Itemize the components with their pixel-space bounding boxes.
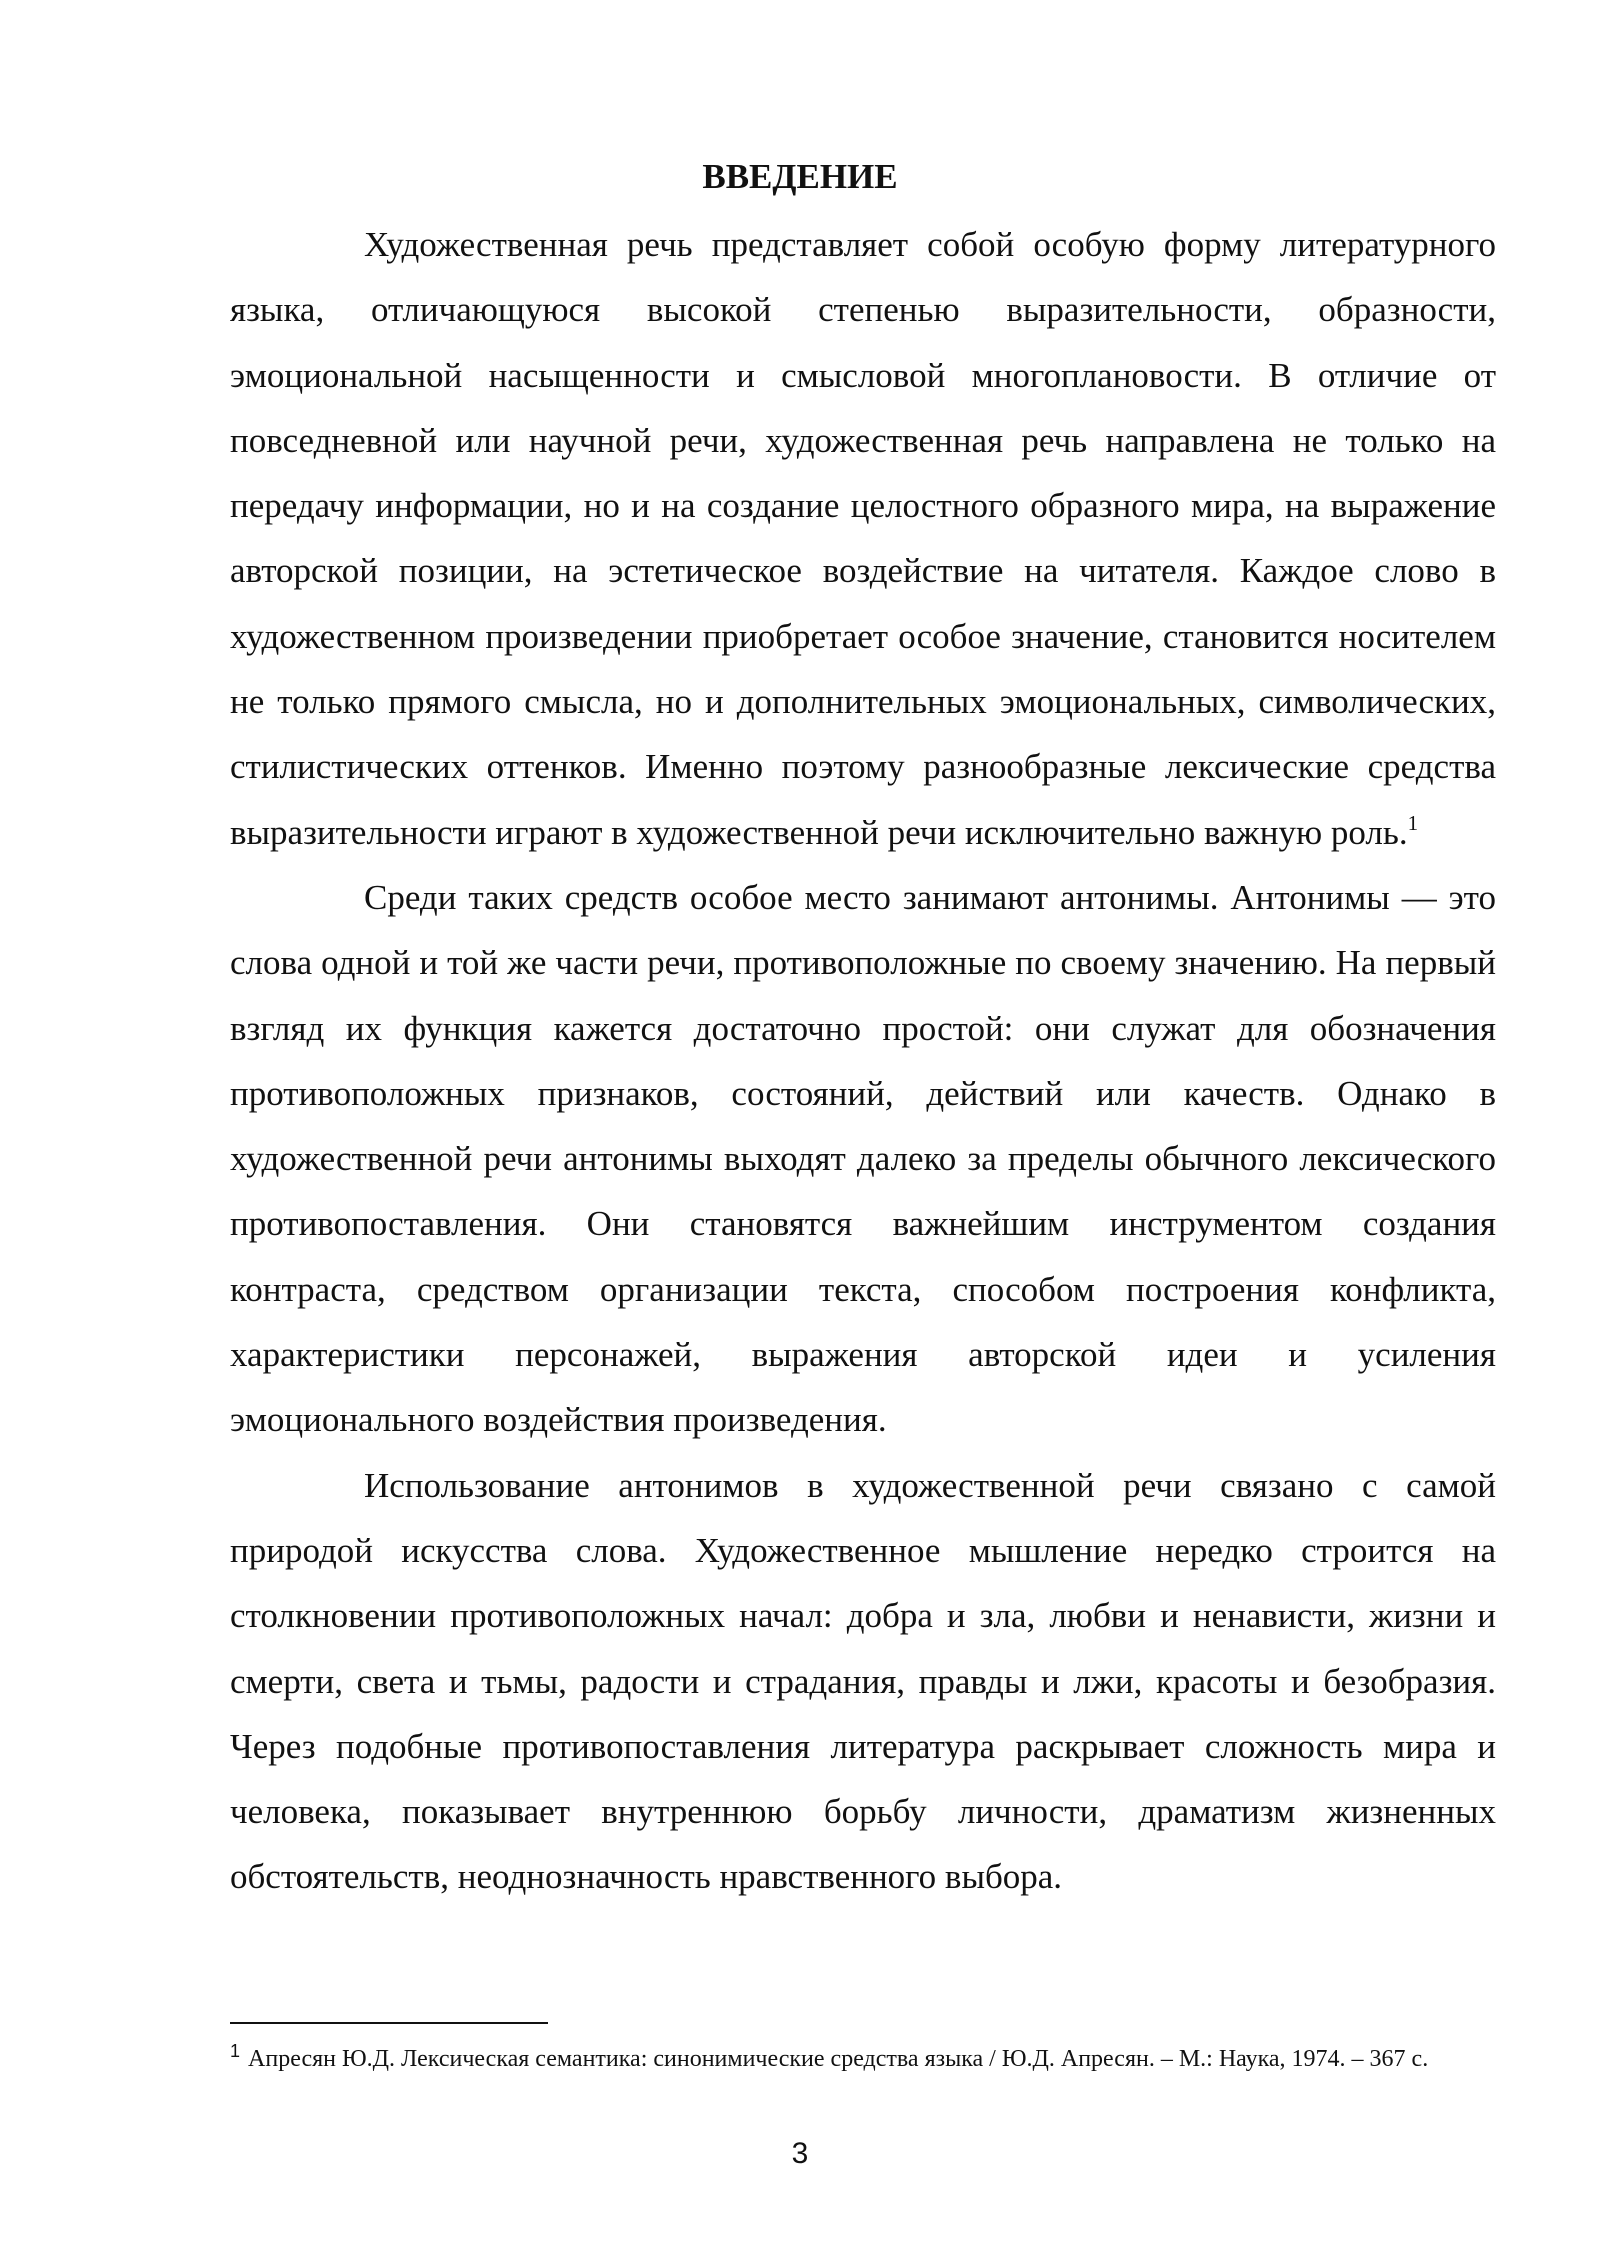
footnote-text: Апресян Ю.Д. Лексическая семантика: синонимические средства языка / Ю.Д. Апресян. – М.: Наука, 1974. – 367 с. <box>248 2046 1429 2072</box>
footnote <box>230 2036 1496 2082</box>
section-heading: ВВЕДЕНИЕ <box>702 157 898 196</box>
paragraph-2: Среди таких средств особое место занимают антонимы. Антонимы — это слова одной и той же части речи, противоположные по своему значению. На первый взгляд их функция кажется достаточно простой: они служат для обозначения противоположных признаков, состояний, действий или качеств. Однако в художественной речи антонимы выходят далеко за пределы обычного лексического противопоставления. Они становятся важнейшим инструментом создания контраста, средством организации текста, способом построения конфликта, характеристики персонажей, выражения авторской идеи и усиления эмоционального воздействия произведения. <box>230 877 1496 1440</box>
page-number: 3 <box>791 2137 809 2170</box>
paragraph-1 <box>230 212 1496 865</box>
footnote-marker: 1 <box>230 2041 241 2061</box>
paragraph-1-text: Художественная речь представляет собой особую форму литературного языка, отличающуюся высокой степенью выразительности, образности, эмоциональной насыщенности и смысловой многоплановости. В отличие от повседневной или научной речи, художественная речь направлена не только на передачу информации, но и на создание целостного образного мира, на выражение авторской позиции, на эстетическое воздействие на читателя. Каждое слово в художественном произведении приобретает особое значение, становится носителем не только прямого смысла, но и дополнительных эмоциональных, символических, стилистических оттенков. Именно поэтому разнообразные лексические средства выразительности играют в художественной речи исключительно важную роль. <box>230 225 1496 852</box>
footnote-reference[interactable]: 1 <box>1407 810 1419 835</box>
body-text <box>230 212 1496 1910</box>
paragraph-3: Использование антонимов в художественной речи связано с самой природой искусства слова. Художественное мышление нередко строится на столкновении противоположных начал: добра и зла, любви и ненависти, жизни и смерти, света и тьмы, радости и страдания, правды и лжи, красоты и безобразия. Через подобные противопоставления литература раскрывает сложность мира и человека, показывает внутреннюю борьбу личности, драматизм жизненных обстоятельств, неоднозначность нравственного выбора. <box>230 1465 1496 1897</box>
footnote-separator <box>230 2022 548 2024</box>
